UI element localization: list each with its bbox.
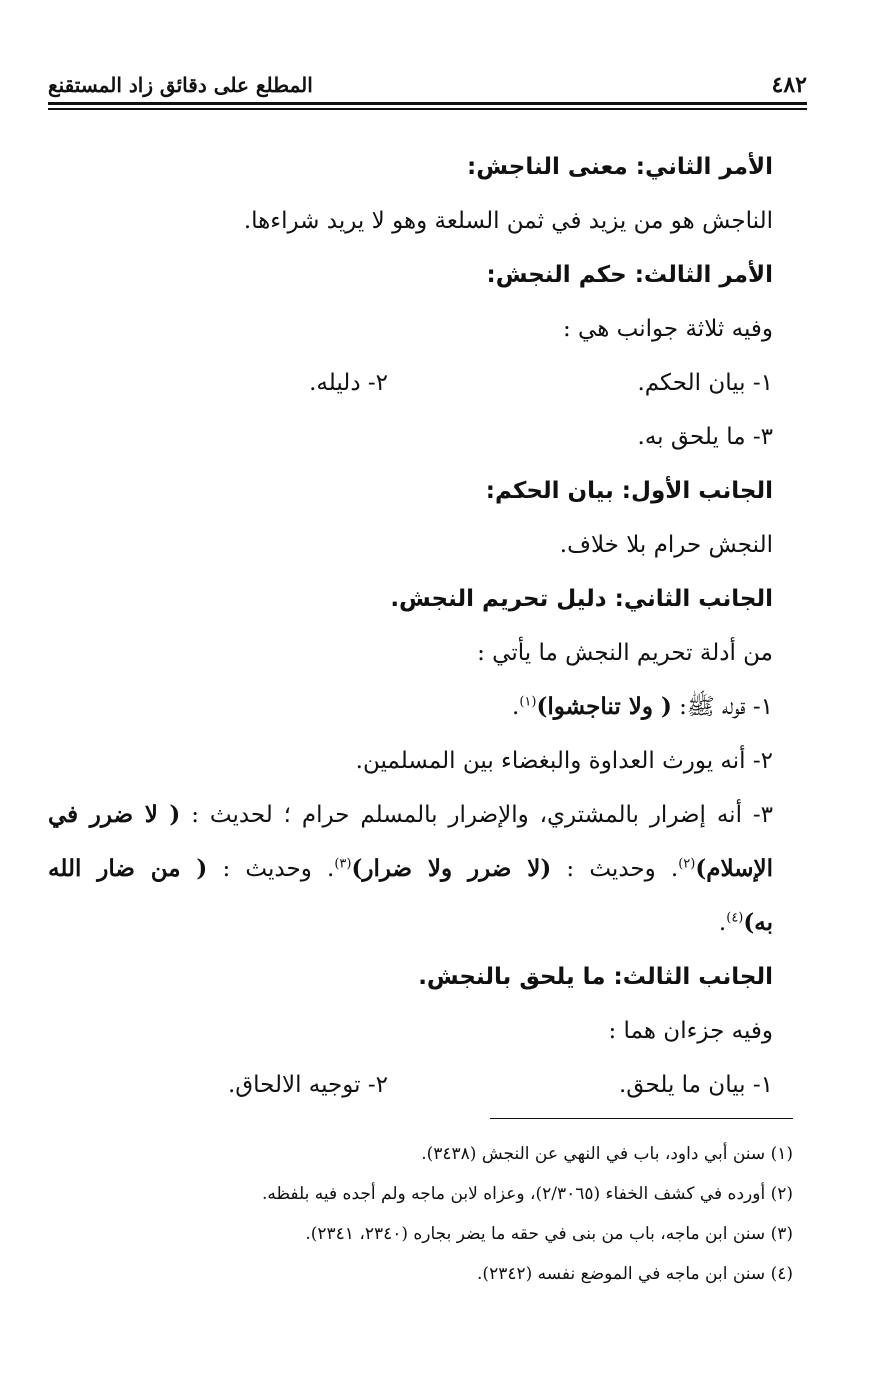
footnote-ref: (٣) [334,856,352,872]
evidence-item-3-line1 [48,788,773,842]
sentence-end: . [718,910,727,936]
paragraph-two-parts: وفيه جزءان هما : [608,1018,773,1044]
footnote: (٢) أورده في كشف الخفاء (٢/٣٠٦٥)، وعزاه لابن ماجه ولم أجده فيه بلفظه. [261,1184,793,1204]
page-number: ٤٨٢ [771,72,807,98]
page-header [48,66,807,104]
hadith-quote: الإسلام) [695,855,773,882]
header-rule-thick [48,102,807,105]
hadith-quote: ( من ضار الله [48,855,208,882]
footnote-separator [490,1118,793,1119]
footnote: (٣) سنن ابن ماجه، باب من بنى في حقه ما يضر بجاره (٢٣٤٠، ٢٣٤١). [305,1224,793,1244]
list-item: ٢- دليله. [309,370,388,396]
footnote: (٤) سنن ابن ماجه في الموضع نفسه (٢٣٤٢). [477,1264,793,1284]
footnote-ref: (١) [519,694,537,710]
parts-list-row [48,1058,773,1112]
header-rule-thin [48,108,807,110]
sentence-end: . [512,694,520,720]
evidence-item-2: ٢- أنه يورث العداوة والبغضاء بين المسلمين. [355,748,773,774]
hadith-quote: به) [743,909,773,936]
footnote: (١) سنن أبي داود، باب في النهي عن النجش (٣٤٣٨). [421,1144,793,1164]
footnotes [48,1134,793,1294]
hadith-quote: (لا ضرر ولا ضرار) [351,855,552,882]
list-item: ٣- ما يلحق به. [637,424,773,450]
paragraph-evidence-intro: من أدلة تحريم النجش ما يأتي : [477,640,773,666]
evidence-text: ٣- أنه إضرار بالمشتري، والإضرار بالمسلم حرام ؛ لحديث : [180,802,773,828]
paragraph-naajish-definition: الناجش هو من يزيد في ثمن السلعة وهو لا يريد شراءها. [243,208,773,234]
list-item: ١- بيان الحكم. [637,370,773,396]
hadith-quote: ( لا ضرر في [48,801,181,828]
list-item: ١- بيان ما يلحق. [619,1072,773,1098]
footnote-ref: (٢) [678,856,696,872]
heading-naajish-meaning: الأمر الثاني: معنى الناجش: [467,154,773,180]
book-title: المطلع على دقائق زاد المستقنع [48,73,313,97]
paragraph-ruling: النجش حرام بلا خلاف. [559,532,773,558]
heading-aspect-one: الجانب الأول: بيان الحكم: [485,478,773,504]
main-text [48,140,773,1112]
paragraph-three-aspects: وفيه ثلاثة جوانب هي : [563,316,773,342]
evidence-item-1 [48,680,773,734]
evidence-text: . وحديث : [551,856,679,882]
list-item: ٢- توجيه الالحاق. [227,1072,388,1098]
hadith-quote: ( ولا تناجشوا) [536,693,672,720]
evidence-item-3-line3 [48,896,773,950]
evidence-prefix: ١- قوله ﷺ: [671,694,773,720]
heading-aspect-two: الجانب الثاني: دليل تحريم النجش. [390,586,773,612]
heading-najsh-ruling: الأمر الثالث: حكم النجش: [486,262,773,288]
evidence-text: . وحديث : [207,856,335,882]
heading-aspect-three: الجانب الثالث: ما يلحق بالنجش. [418,964,773,990]
aspects-list-row [48,356,773,410]
evidence-item-3-line2 [48,842,773,896]
footnote-ref: (٤) [726,910,744,926]
